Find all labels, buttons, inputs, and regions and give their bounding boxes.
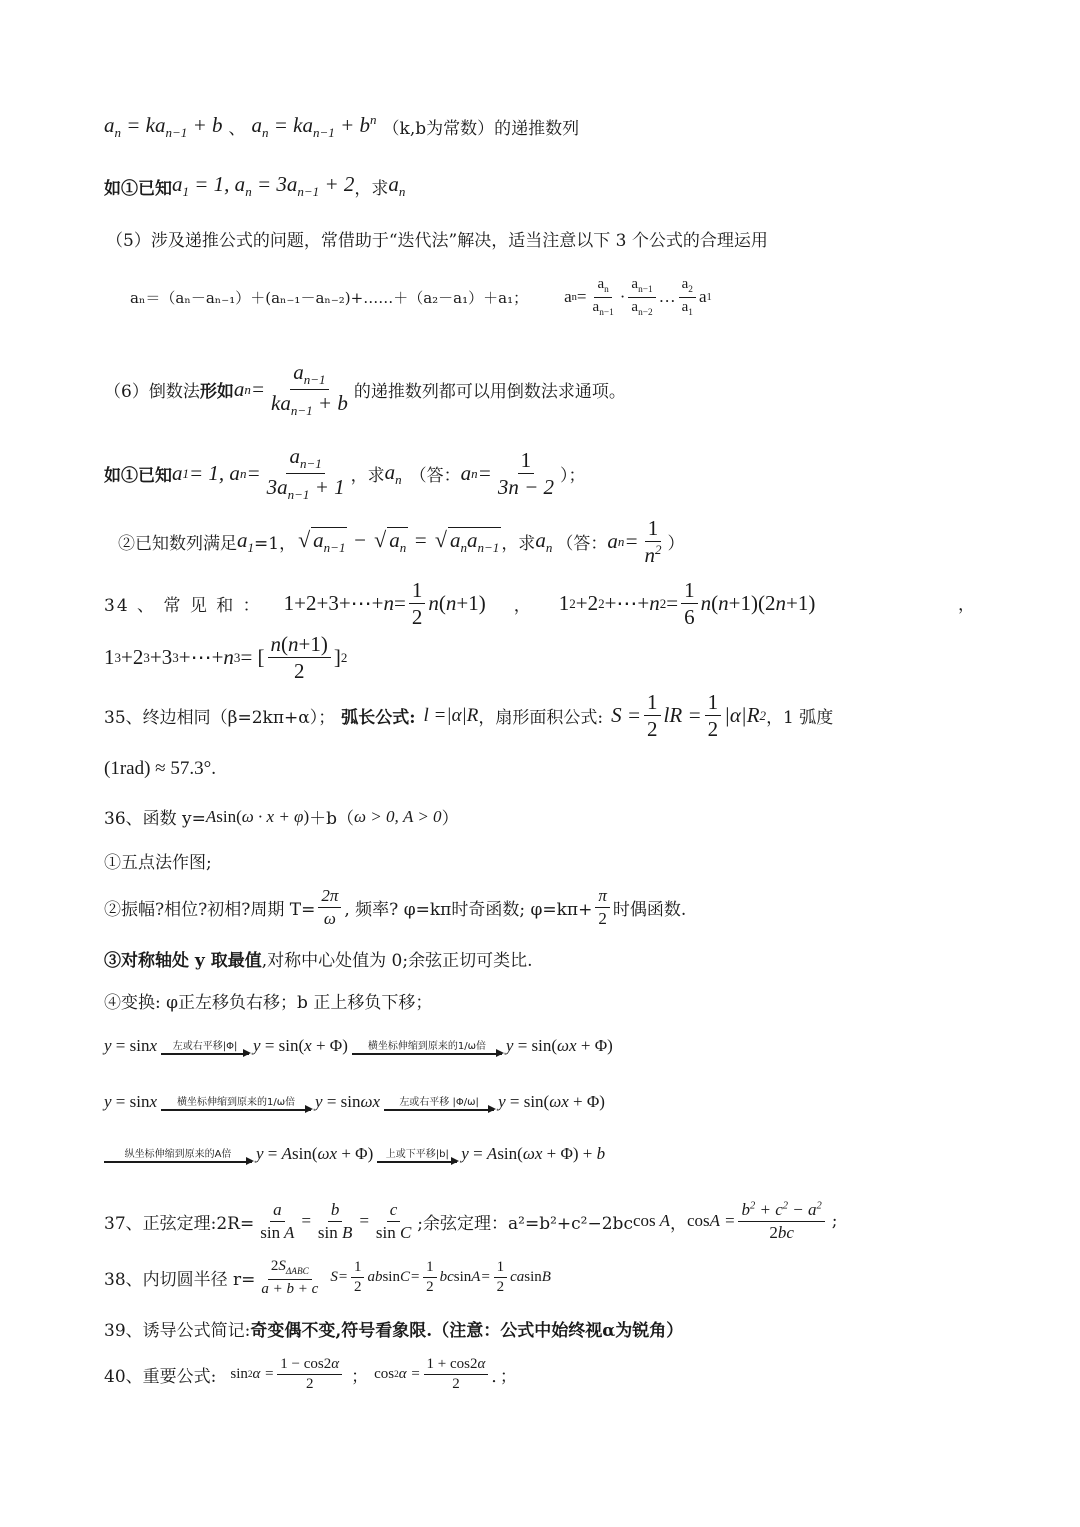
base-sine: y = sinx: [104, 1092, 158, 1111]
triangle-area-formula: S= $\frac{1}{2}$ ab sin C= $\frac{1}{2}$ bc sin A= $\frac{1}{2}$ ca sin B: [330, 1259, 551, 1296]
answer-open: （答：: [556, 534, 608, 555]
sinusoid-offset: ＋b（: [309, 809, 355, 829]
section-35-coterminal: 35、终边相同（β=2kπ+α）；: [104, 708, 336, 729]
find-target: $a_n$: [384, 459, 402, 487]
stretched-sine: y = sinωx: [315, 1092, 381, 1111]
sector-area-formula: S = $\frac{1}{2}$ lR = $\frac{1}{2}$ |α|R 2: [611, 690, 767, 742]
separator: ，: [513, 596, 531, 617]
example-1-formula: $a_1 = 1$, $a_n = 3a_{n-1} + 2$: [172, 172, 355, 200]
item-6-label: （6）倒数法: [104, 382, 200, 403]
shift-omega-arrow: 左或右平移 |Φ/ω|: [384, 1093, 494, 1110]
pi-half: $\frac{\pi}{2}$: [592, 886, 613, 928]
period-text: ②振幅?相位?初相?周期 T=: [104, 899, 316, 920]
item-6-rest: 的递推数列都可以用倒数法求通项。: [353, 382, 626, 403]
sum-of-cubes-line: [104, 632, 1020, 683]
find-text: ，求: [501, 534, 536, 555]
separator: 、: [228, 119, 246, 140]
sinusoid-conditions: ω > 0, A > 0: [354, 806, 442, 826]
section-39-induction: [104, 1316, 1020, 1341]
item-5-iteration: [104, 226, 1020, 251]
cos-squared-formula: cos 2 α = $\frac{1 + \cos 2\alpha}{2}$: [374, 1356, 491, 1394]
example-prefix: 如①已知: [104, 178, 172, 199]
vertical-shift-arrow: 上或下平移|b|: [377, 1145, 457, 1162]
example-6-1-line: [104, 444, 1020, 503]
paren-close: ）: [441, 809, 459, 829]
even-function-text: 时偶函数.: [612, 899, 687, 920]
section-36-label: 36、函数 y=: [104, 809, 206, 829]
separator: ，: [669, 1213, 687, 1234]
find-text: ，求: [354, 178, 389, 199]
example-2-prefix: ②已知数列满足: [118, 534, 237, 555]
point-2: [104, 886, 1020, 928]
example-prefix: 如①已知: [104, 466, 172, 487]
find-text: ，求: [350, 466, 385, 487]
shifted-sine: y = sin(x + Φ): [253, 1036, 348, 1055]
inradius-formula: $\frac{2S_{\Delta ABC}}{a + b + c}$: [261, 1258, 319, 1297]
separator: ，: [958, 595, 975, 615]
sum-of-cubes: 1 3 +2 3 +3 3 +⋯+ n 3 = [ $\frac{n(n+1)}{2}$ ] 2: [104, 632, 348, 684]
five-point-method: ①五点法作图;: [104, 853, 212, 873]
section-36-function: [104, 804, 1020, 829]
section-34-sums: [104, 578, 975, 629]
find-target: $a_n$: [535, 527, 553, 555]
stretch-y-arrow: 纵坐标伸缩到原来的A倍: [104, 1145, 252, 1162]
iteration-formulas: [130, 276, 1020, 318]
stretch-x-arrow: 横坐标伸缩到原来的1/ω倍: [352, 1037, 502, 1054]
find-target: $a_n$: [388, 172, 406, 200]
sector-area-label: ，扇形面积公式:: [478, 708, 604, 729]
transform-chain-1: [104, 1036, 1020, 1056]
cosine-law-text: ;余弦定理：a²=b²+c²−2bc: [417, 1213, 633, 1234]
answer-open: （答：: [409, 466, 461, 487]
sinusoid-formula: Asin(ω · x + φ): [205, 806, 310, 826]
symmetry-center-text: ,对称中心处值为 0;余弦正切可类比.: [261, 951, 533, 971]
example-1-line: [104, 172, 1020, 200]
example-6-1-formula: a 1 = 1, a n = $\frac{a_{n-1}}{3a_{n-1} + 1}$: [172, 444, 345, 503]
symmetry-axis-text: ③对称轴处 y 取最值: [104, 951, 262, 971]
radian-approx: (1rad) ≈ 57.3°.: [104, 758, 216, 779]
sum-of-integers: 1+2+3+⋯+ n = $\frac{1}{2}$ n ( n +1): [283, 578, 486, 630]
end-punct: ．；: [491, 1367, 517, 1388]
shift-arrow: 左或右平移|Φ|: [161, 1037, 249, 1054]
telescoping-sum-formula: aₙ＝（aₙ－aₙ₋₁）＋(aₙ₋₁－aₙ₋₂)+……＋（a₂－a₁）＋a₁；: [130, 288, 529, 307]
initial-term: $a_1$: [237, 527, 255, 555]
point-4: [104, 988, 1020, 1013]
recurrence-type-line: [104, 112, 1020, 141]
cos-a: cos A: [632, 1211, 670, 1231]
amplitude-sine: y = Asin(ωx + Φ): [256, 1144, 374, 1163]
recurrence-note: （k,b为常数）的递推数列: [382, 119, 580, 140]
answer-6-2: a n = $\frac{1}{n^2}$: [607, 516, 662, 568]
shifted-stretched-sine: y = sin(ωx + Φ): [498, 1092, 605, 1111]
sine-law-formula: $\frac{a}{\text{sin A}}$ = $\frac{b}{\text{sin B}}$ = $\frac{c}{\text{sin C}}$: [260, 1200, 412, 1242]
sqrt-recurrence-formula: √ $a_{n-1}$ − √ $a_n$ = √ $a_na_{n-1}$: [298, 527, 500, 556]
induction-rule: 奇变偶不变,符号看象限.（注意：公式中始终视α为锐角）: [250, 1321, 684, 1341]
example-6-2-line: [118, 516, 1020, 567]
point-3: [104, 946, 1020, 971]
semicolon: ;: [831, 1211, 838, 1232]
item-5-text: （5）涉及递推公式的问题，常借助于“迭代法”解决，适当注意以下 3 个公式的合理运用: [106, 231, 768, 251]
radian-label: ，1 弧度: [766, 708, 834, 729]
section-34-label: 34 、 常 见 和 ：: [104, 596, 262, 617]
section-37-laws: [104, 1200, 1020, 1242]
section-38-inradius: [104, 1258, 1020, 1298]
point-1: [104, 848, 1020, 873]
stretch-x-arrow: 横坐标伸缩到原来的1/ω倍: [161, 1093, 311, 1110]
induction-label: 39、诱导公式简记:: [104, 1321, 251, 1341]
arc-length-formula: l =|α|R: [423, 704, 479, 726]
answer-close: ）；: [559, 466, 586, 487]
answer-6-1: a n = $\frac{1}{3n - 2}$: [460, 448, 554, 500]
initial-value: =1，: [254, 534, 297, 555]
parity-text: , 频率? φ=kπ时奇函数; φ=kπ+: [344, 899, 593, 920]
inradius-label: 38、内切圆半径 r=: [104, 1270, 256, 1291]
transform-chain-3: [104, 1144, 1020, 1164]
formula-linear-recurrence: $a_n = ka_{n-1} + b$: [104, 112, 223, 140]
separator: ；: [351, 1367, 369, 1388]
full-sinusoid: y = Asin(ωx + Φ) + b: [461, 1144, 606, 1163]
section-35-arc: [104, 690, 1020, 741]
telescoping-product-formula: a n = $\frac{a_n}{a_{n-1}}$ · $\frac{a_{n-1}}{a_{n-2}}$ … $\frac{a_2}{a_1}$ a 1: [564, 276, 712, 318]
reciprocal-form-formula: a n = $\frac{a_{n-1}}{ka_{n-1} + b}$: [233, 360, 348, 419]
arc-length-label: 弧长公式:: [341, 708, 416, 729]
important-formulas-label: 40、重要公式:: [104, 1367, 217, 1388]
transform-chain-2: [104, 1092, 1020, 1112]
item-6-form: 形如: [199, 382, 234, 403]
cos-a-formula: cos A = $\frac{b^2 + c^2 - a^2}{2bc}$: [687, 1200, 828, 1242]
formula-power-recurrence: $a_n = ka_{n-1} + b^n$: [251, 112, 377, 141]
answer-close: ）: [667, 534, 685, 555]
sine-law-label: 37、正弦定理:2R=: [104, 1213, 255, 1234]
sin-squared-formula: sin 2 α = $\frac{1 - \cos 2\alpha}{2}$: [230, 1356, 345, 1394]
section-40-formulas: [104, 1356, 1020, 1394]
period-formula: $\frac{2\pi}{\omega}$: [315, 886, 344, 928]
transform-rule: ④变换: φ正左移负右移；b 正上移负下移；: [104, 993, 433, 1013]
base-sine: y = sinx: [104, 1036, 158, 1055]
radian-value-line: [104, 758, 1020, 780]
sum-of-squares: 1 2 +2 2 +⋯+ n 2 = $\frac{1}{6}$ n ( n +1)(2 n +1): [558, 578, 816, 630]
item-6-reciprocal: [104, 360, 1020, 419]
stretched-sine: y = sin(ωx + Φ): [505, 1036, 613, 1055]
